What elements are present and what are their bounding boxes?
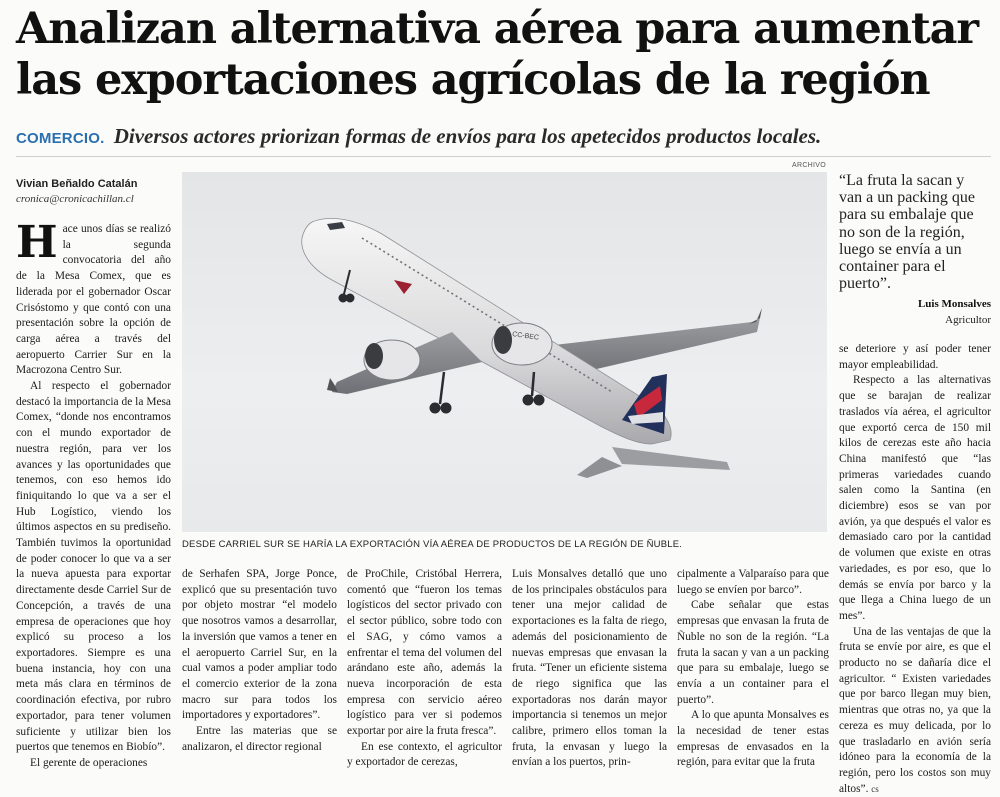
body-column-5 (677, 567, 829, 767)
author-email: cronica@cronicachillan.cl (16, 193, 134, 205)
photo-caption: DESDE CARRIEL SUR SE HARÍA LA EXPORTACIÓN VÍA AÉREA DE PRODUCTOS DE LA REGIÓN DE ÑUBLE. (182, 539, 683, 550)
paragraph-1-text: ace unos días se realizó la segunda convocatoria del año de la Mesa Comex, que es liderada por el gobernador Oscar Crisóstomo y que contó con una presentación sobre la opción de carga aérea a través del aeropuerto Carrier Sur en la Macrozona Centro Sur. (16, 223, 171, 377)
paragraph-13: Respecto a las alternativas que se barajan de realizar traslados vía aérea, el agricultor que exportó cerca de 150 mil kilos de cerezas este año hacia China manifestó que “las primeras variedades cuando salen como la Santina (en diciembre) esos se van por avión, ya que después el valor es demasiado caro por la cantidad de volumen que existe en otras variedades, es por eso, que lo demás se envía por barco y la que llega a China luego de un mes”. (839, 374, 991, 622)
paragraph-4: de Serhafen SPA, Jorge Ponce, explicó que su presentación tuvo por objeto mostrar “el modelo que nosotros vamos a desarrollar, la inversión que vamos a tener en el aeropuerto Carriel Sur, en la cual vamos a poder ampliar todo el comercio exterior de la zona macro sur para todos los importadores y exportadores”. (182, 568, 337, 722)
headline-line-1: Analizan alternativa aérea para aumentar (16, 4, 978, 54)
section-label: COMERCIO. (16, 130, 105, 147)
drop-cap: H (16, 217, 58, 268)
body-column-3 (347, 567, 502, 767)
paragraph-14-text: Una de las ventajas de que la fruta se envíe por aire, es que el producto no se dañaría dice el agricultor. “ Existen variedades que por barco llegan muy bien, mientras que otras no, ya que la cereza es muy delicada, por lo que trasladarlo en avión sería idóneo para la economía de la región, pero los costos son muy altos”. (839, 625, 991, 795)
body-column-6 (839, 342, 991, 795)
paragraph-8: Luis Monsalves detalló que uno de los principales obstáculos para tener una mejor calidad de exportaciones es la falta de riego, además del posicionamiento de nuevas empresas que envasan la fruta. “Tener un eficiente sistema de riego significa que las exportadoras nos darán mayor importancia si tenemos un mejor calibre, primero ellos toman la fruta, la envasan y luego la envían a los puertos, prin- (512, 568, 667, 769)
header-divider (16, 156, 991, 157)
body-column-2 (182, 567, 337, 767)
subheadline-text: Diversos actores priorizan formas de envíos para los apetecidos productos locales. (113, 124, 822, 148)
fuselage (302, 218, 671, 444)
registration-mark: CC-BEC (511, 331, 540, 342)
airplane-illustration (182, 172, 827, 532)
pull-quote-author: Luis Monsalves (917, 298, 991, 310)
paragraph-14 (839, 625, 991, 797)
pull-quote: “La fruta la sacan y van a un packing que para su embalaje que no son de la región, luego se envía a un container para el puerto”. (839, 172, 975, 293)
body-column-4 (512, 567, 667, 767)
author-name: Vivian Beñaldo Catalán (16, 178, 138, 190)
paragraph-2: Al respecto el gobernador destacó la importancia de la Mesa Comex, “donde nos encontramos con el mundo exportador de nuestra región, para ver los avances y las oportunidades que tenemos, con eso hemos ido finiquitando lo que va a ser el Hub Logístico, viendo los últimos aspectos en su prediseño. También tuvimos la oportunidad de poder conocer lo que va a ser la nueva apuesta para exportar directamente desde Carriel Sur de Concepción, a través de una empresa de operaciones que hoy explicó su proceso a los exportadores. Siempre es una buena instancia, hoy con una meta más clara en términos de coordinación efectiva, por rubro exportador, para tener volumen suficiente y utilizar bien los puertos que tenemos en Biobío”. (16, 380, 171, 754)
paragraph-3: El gerente de operaciones (30, 756, 148, 769)
pull-quote-role: Agricultor (945, 314, 991, 326)
body-column-1 (16, 217, 171, 769)
left-engine-intake (365, 343, 383, 369)
tail-stabilizer-left (577, 457, 622, 478)
paragraph-5: Entre las materias que se analizaron, el director regional (182, 725, 337, 753)
tail-stabilizer (612, 447, 730, 470)
airplane-photo (182, 172, 827, 532)
paragraph-7: En ese contexto, el agricultor y exportador de cerezas, (347, 740, 502, 769)
paragraph-1 (16, 217, 171, 379)
paragraph-6: de ProChile, Cristóbal Herrera, comentó que “fueron los temas logísticos del sector privado con el sector público, sobre todo con el SAG, y cómo vamos a enfrentar el tema del volumen del arándano este año, además la nueva incorporación de esta empresa con servicio aéreo logístico para ver si podemos exportar por aire la fruta fresca”. (347, 568, 502, 738)
subheadline (16, 124, 991, 149)
right-engine-intake (494, 326, 512, 354)
paragraph-9: cipalmente a Valparaíso para que luego se envíen por barco”. (677, 568, 829, 596)
right-winglet (749, 308, 762, 324)
paragraph-12: se deteriore y así poder tener mayor empleabilidad. (839, 343, 991, 371)
end-mark: cs (871, 783, 879, 794)
photo-credit: ARCHIVO (792, 162, 826, 169)
headline-line-2: las exportaciones agrícolas de la región (16, 55, 930, 105)
paragraph-11: A lo que apunta Monsalves es la necesidad de tener estas empresas de envasados en la región, para evitar que la fruta (677, 709, 829, 769)
headline (16, 4, 991, 106)
paragraph-10: Cabe señalar que estas empresas que envasan la fruta de Ñuble no son de la región. “La fruta la sacan y van a un packing que para su embalaje, luego se envía a un container para el puerto”. (677, 599, 829, 706)
